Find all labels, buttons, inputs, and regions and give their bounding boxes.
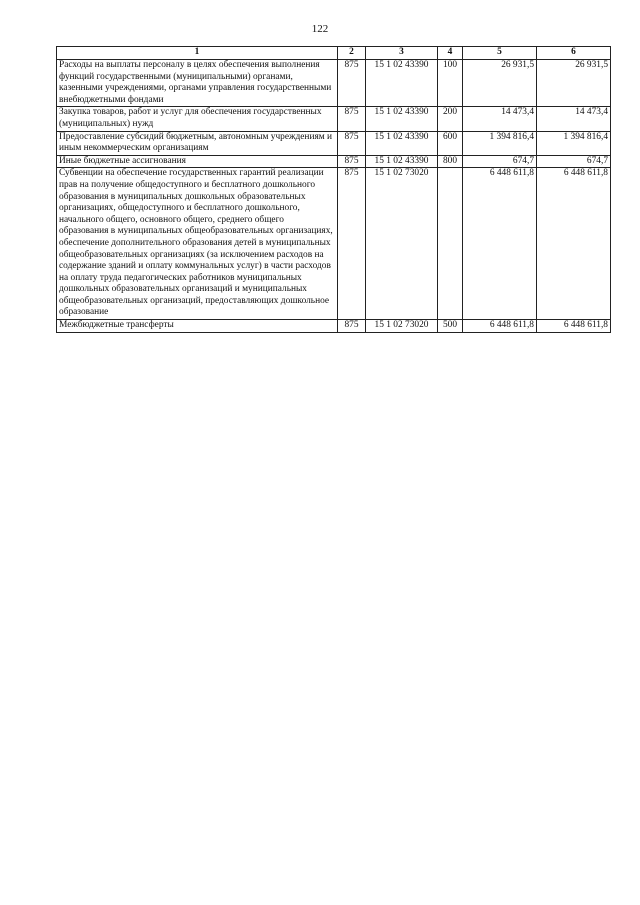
- budget-table: [56, 46, 611, 333]
- column-header: 3: [366, 47, 438, 60]
- amount-col6: 26 931,5: [537, 60, 611, 107]
- expense-type-code: 500: [438, 320, 463, 333]
- expense-type-code: 800: [438, 155, 463, 168]
- table-row: [57, 131, 611, 155]
- expense-name: Иные бюджетные ассигнования: [57, 155, 338, 168]
- amount-col6: 1 394 816,4: [537, 131, 611, 155]
- expense-name: Предоставление субсидий бюджетным, автономным учреждениям и иным некоммерческим организациям: [57, 131, 338, 155]
- ministry-code: 875: [338, 131, 366, 155]
- ministry-code: 875: [338, 168, 366, 320]
- amount-col5: 6 448 611,8: [463, 320, 537, 333]
- amount-col6: 6 448 611,8: [537, 320, 611, 333]
- ministry-code: 875: [338, 320, 366, 333]
- amount-col5: 26 931,5: [463, 60, 537, 107]
- amount-col6: 674,7: [537, 155, 611, 168]
- expense-type-code: 200: [438, 107, 463, 131]
- ministry-code: 875: [338, 60, 366, 107]
- target-article-code: 15 1 02 73020: [366, 168, 438, 320]
- column-header: 4: [438, 47, 463, 60]
- table-row: [57, 320, 611, 333]
- column-header: 1: [57, 47, 338, 60]
- table-header-row: [57, 47, 611, 60]
- expense-type-code: [438, 168, 463, 320]
- table-row: [57, 168, 611, 320]
- target-article-code: 15 1 02 43390: [366, 60, 438, 107]
- amount-col5: 6 448 611,8: [463, 168, 537, 320]
- amount-col5: 674,7: [463, 155, 537, 168]
- expense-type-code: 100: [438, 60, 463, 107]
- ministry-code: 875: [338, 107, 366, 131]
- amount-col5: 14 473,4: [463, 107, 537, 131]
- expense-name: Закупка товаров, работ и услуг для обеспечения государственных (муниципальных) нужд: [57, 107, 338, 131]
- ministry-code: 875: [338, 155, 366, 168]
- expense-type-code: 600: [438, 131, 463, 155]
- amount-col6: 14 473,4: [537, 107, 611, 131]
- page-number: 122: [311, 23, 329, 35]
- target-article-code: 15 1 02 43390: [366, 107, 438, 131]
- table-row: [57, 60, 611, 107]
- table-row: [57, 155, 611, 168]
- expense-name: Расходы на выплаты персоналу в целях обеспечения выполнения функций государственными (муниципальными) органами, казенными учреждениями, органами управления государственными внебюджетными фондами: [57, 60, 338, 107]
- target-article-code: 15 1 02 73020: [366, 320, 438, 333]
- column-header: 6: [537, 47, 611, 60]
- amount-col5: 1 394 816,4: [463, 131, 537, 155]
- amount-col6: 6 448 611,8: [537, 168, 611, 320]
- expense-name: Субвенции на обеспечение государственных гарантий реализации прав на получение общедоступного и бесплатного дошкольного образования в муниципальных дошкольных образовательных организациях, общедоступного и бесплатного дошкольного, начального общего, основного общего, среднего общего образования в муниципальных общеобразовательных организациях, обеспечение дополнительного образования детей в муниципальных общеобразовательных организациях (за исключением расходов на содержание зданий и оплату коммунальных услуг) в части расходов на оплату труда педагогических работников муниципальных дошкольных образовательных организаций и муниципальных общеобразовательных организаций, предоставляющих дошкольное образование: [57, 168, 338, 320]
- target-article-code: 15 1 02 43390: [366, 131, 438, 155]
- column-header: 2: [338, 47, 366, 60]
- column-header: 5: [463, 47, 537, 60]
- target-article-code: 15 1 02 43390: [366, 155, 438, 168]
- expense-name: Межбюджетные трансферты: [57, 320, 338, 333]
- table-row: [57, 107, 611, 131]
